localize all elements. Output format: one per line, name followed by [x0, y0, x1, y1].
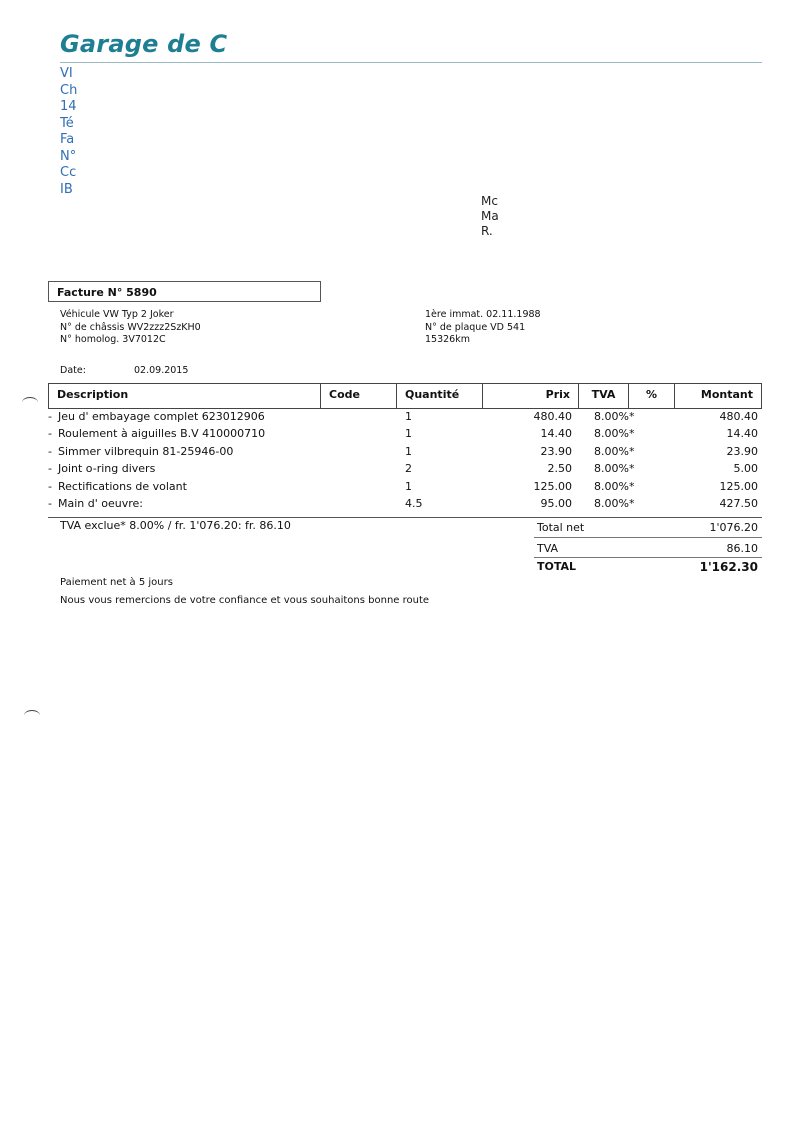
row-amount: 23.90 [726, 444, 758, 458]
column-description: Description [48, 384, 320, 408]
tva-value: 86.10 [726, 542, 758, 555]
row-price: 2.50 [547, 462, 572, 476]
table-bottom-rule [48, 517, 762, 518]
row-description: Jeu d' embayage complet 623012906 [58, 410, 265, 423]
address-line: VI [60, 66, 73, 81]
row-bullet: - [48, 479, 52, 493]
column-amount: Montant [674, 384, 762, 408]
vehicle-mileage: 15326km [425, 334, 470, 345]
row-description: Rectifications de volant [58, 479, 187, 493]
table-row [48, 425, 762, 442]
date-label: Date: [60, 365, 86, 376]
row-price: 480.40 [533, 410, 572, 423]
row-tva: 8.00%* [594, 444, 635, 458]
recipient-address [481, 194, 499, 239]
totals-divider [534, 537, 762, 538]
punch-mark [22, 397, 38, 408]
vehicle-plate: N° de plaque VD 541 [425, 321, 526, 333]
row-amount: 480.40 [719, 410, 758, 423]
table-header [48, 383, 762, 409]
table-row [48, 443, 762, 460]
address-line: Té [60, 115, 74, 131]
invoice-date: 02.09.2015 [134, 365, 189, 376]
address-line: 14 [60, 99, 77, 114]
table-row [48, 408, 762, 425]
column-percent: % [628, 384, 674, 408]
tva-note: TVA exclue* 8.00% / fr. 1'076.20: fr. 86.10 [60, 519, 291, 532]
row-quantity: 4.5 [405, 497, 423, 510]
column-price: Prix [482, 384, 578, 408]
column-quantity: Quantité [396, 384, 482, 408]
row-amount: 125.00 [719, 479, 758, 493]
table-row [48, 478, 762, 495]
column-tva: TVA [578, 384, 628, 408]
column-code: Code [320, 384, 396, 408]
table-row [48, 495, 762, 512]
row-amount: 14.40 [726, 427, 758, 441]
vehicle-info-right [425, 309, 541, 347]
company-name: Garage de C [60, 30, 228, 58]
row-description: Main d' oeuvre: [58, 497, 143, 510]
recipient-line: R. [481, 224, 493, 238]
row-price: 95.00 [540, 497, 572, 510]
row-quantity: 2 [405, 462, 412, 476]
vehicle-info-left [60, 309, 201, 347]
total-label: TOTAL [537, 560, 577, 573]
row-quantity: 1 [405, 479, 412, 493]
payment-terms: Paiement net à 5 jours [60, 577, 173, 588]
address-line: Ch [60, 82, 78, 98]
row-bullet: - [48, 410, 52, 423]
row-description: Roulement à aiguilles B.V 410000710 [58, 427, 266, 441]
row-bullet: - [48, 462, 52, 476]
punch-mark [24, 710, 40, 721]
header-divider [60, 62, 762, 63]
row-bullet: - [48, 427, 52, 441]
address-line: Fa [60, 132, 75, 147]
thank-you-note: Nous vous remercions de votre confiance et vous souhaitons bonne route [60, 595, 430, 606]
address-line: Cc [60, 165, 77, 180]
recipient-line: Ma [481, 209, 499, 223]
row-tva: 8.00%* [594, 410, 635, 423]
tva-label: TVA [537, 542, 559, 555]
company-address [60, 66, 77, 198]
row-quantity: 1 [405, 444, 412, 458]
vehicle-chassis: N° de châssis WV2zzz2SzKH0 [60, 321, 201, 333]
row-amount: 427.50 [719, 497, 758, 510]
total-net-value: 1'076.20 [709, 521, 758, 534]
row-tva: 8.00%* [594, 479, 635, 493]
table-row [48, 460, 762, 477]
row-price: 23.90 [540, 444, 572, 458]
row-tva: 8.00%* [594, 462, 635, 476]
row-price: 14.40 [540, 427, 572, 441]
row-price: 125.00 [533, 479, 572, 493]
row-bullet: - [48, 497, 52, 510]
row-tva: 8.00%* [594, 427, 635, 441]
row-quantity: 1 [405, 427, 412, 441]
total-value: 1'162.30 [699, 560, 758, 574]
row-bullet: - [48, 444, 52, 458]
row-tva: 8.00%* [594, 497, 635, 510]
recipient-line: Mc [481, 194, 498, 208]
address-line: N° [60, 148, 77, 164]
total-net-label: Total net [537, 521, 585, 534]
vehicle-homologation: N° homolog. 3V7012C [60, 334, 166, 345]
address-line: IB [60, 181, 73, 197]
row-amount: 5.00 [733, 462, 758, 476]
row-description: Simmer vilbrequin 81-25946-00 [58, 444, 234, 458]
row-description: Joint o-ring divers [58, 462, 156, 476]
row-quantity: 1 [405, 410, 412, 423]
vehicle-first-registration: 1ère immat. 02.11.1988 [425, 309, 541, 320]
vehicle-model: Véhicule VW Typ 2 Joker [60, 309, 174, 320]
invoice-title: Facture N° 5890 [48, 281, 321, 302]
totals-divider [534, 557, 762, 558]
